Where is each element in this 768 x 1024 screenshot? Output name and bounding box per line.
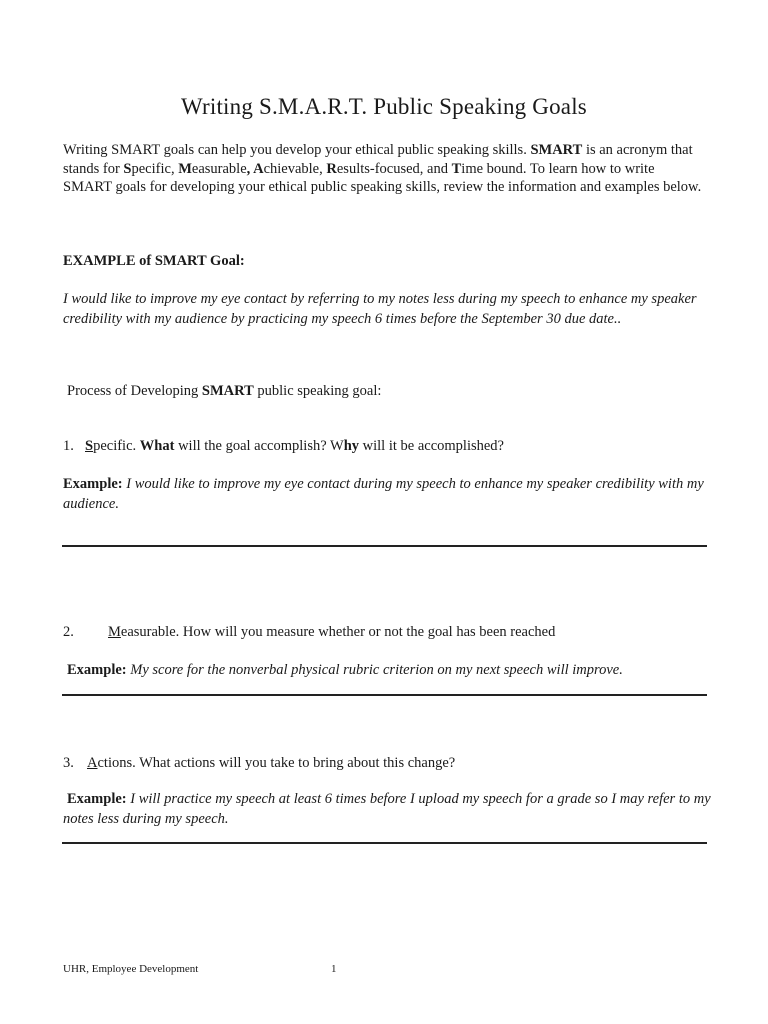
intro-text: pecific, xyxy=(131,160,179,177)
process-smart-bold: SMART xyxy=(201,383,254,399)
item-bold-hy: hy xyxy=(343,438,360,454)
item-2-heading xyxy=(63,623,555,641)
answer-line-1 xyxy=(62,545,707,547)
intro-letter-m: M xyxy=(178,160,192,177)
process-suffix: public speaking goal: xyxy=(253,383,382,399)
process-heading xyxy=(67,383,381,400)
item-1-heading xyxy=(63,437,504,455)
intro-text: esults-focused, and xyxy=(336,160,452,177)
intro-smart-bold: SMART xyxy=(530,142,583,158)
item-bold-what: What xyxy=(139,438,175,454)
item-number: 2. xyxy=(63,624,74,640)
item-letter-underlined: M xyxy=(108,624,121,640)
footer-page-number: 1 xyxy=(331,963,337,975)
intro-text: ime bound. To learn how to write SMART goals for developing your ethical public speaking skills, review the information and examples below. xyxy=(63,160,702,195)
item-letter-underlined: S xyxy=(85,438,94,454)
intro-paragraph xyxy=(63,141,703,197)
footer-organization: UHR, Employee Development xyxy=(63,963,199,975)
example-label: Example: xyxy=(67,662,127,678)
intro-text: is an acronym that stands for xyxy=(63,142,693,177)
intro-letter-r: R xyxy=(326,160,337,177)
example-heading: EXAMPLE of SMART Goal: xyxy=(63,253,245,269)
item-3-heading xyxy=(63,754,455,772)
intro-letter-t: T xyxy=(451,160,462,177)
item-text: will the goal accomplish? W xyxy=(174,438,344,454)
intro-letter-a: A xyxy=(250,160,264,177)
item-text: easurable. How will you measure whether or not the goal has been reached xyxy=(120,624,556,640)
intro-text: easurable xyxy=(191,160,247,177)
answer-line-2 xyxy=(62,694,707,696)
intro-text: Writing SMART goals can help you develop your ethical public speaking skills. xyxy=(63,142,531,158)
example-text: I would like to improve my eye contact during my speech to enhance my speaker credibility with my audience. xyxy=(63,476,704,512)
example-goal-text: I would like to improve my eye contact by referring to my notes less during my speech to enhance my speaker credibility with my audience by practicing my speech 6 times before the September 30 due date.. xyxy=(63,291,697,327)
process-prefix: Process of Developing xyxy=(67,383,202,399)
item-3-example xyxy=(63,789,713,829)
intro-text: chievable, xyxy=(263,160,327,177)
example-text: My score for the nonverbal physical rubric criterion on my next speech will improve. xyxy=(126,662,623,678)
item-number: 3. xyxy=(63,755,74,771)
item-2-example xyxy=(67,660,717,680)
intro-letter-s: S xyxy=(123,160,132,177)
item-letter-underlined: A xyxy=(87,755,98,771)
item-text: will it be accomplished? xyxy=(359,438,504,454)
intro-comma: , xyxy=(246,160,251,177)
item-number: 1. xyxy=(63,438,74,454)
item-1-example xyxy=(63,474,713,514)
example-text: I will practice my speech at least 6 times before I upload my speech for a grade so I may refer to my notes less during my speech. xyxy=(63,791,711,827)
answer-line-3 xyxy=(62,842,707,844)
example-label: Example: xyxy=(63,476,123,492)
example-label: Example: xyxy=(67,791,127,807)
item-text: ctions. What actions will you take to bring about this change? xyxy=(97,755,456,771)
item-text: pecific. xyxy=(93,438,140,454)
page-title: Writing S.M.A.R.T. Public Speaking Goals xyxy=(181,94,587,119)
